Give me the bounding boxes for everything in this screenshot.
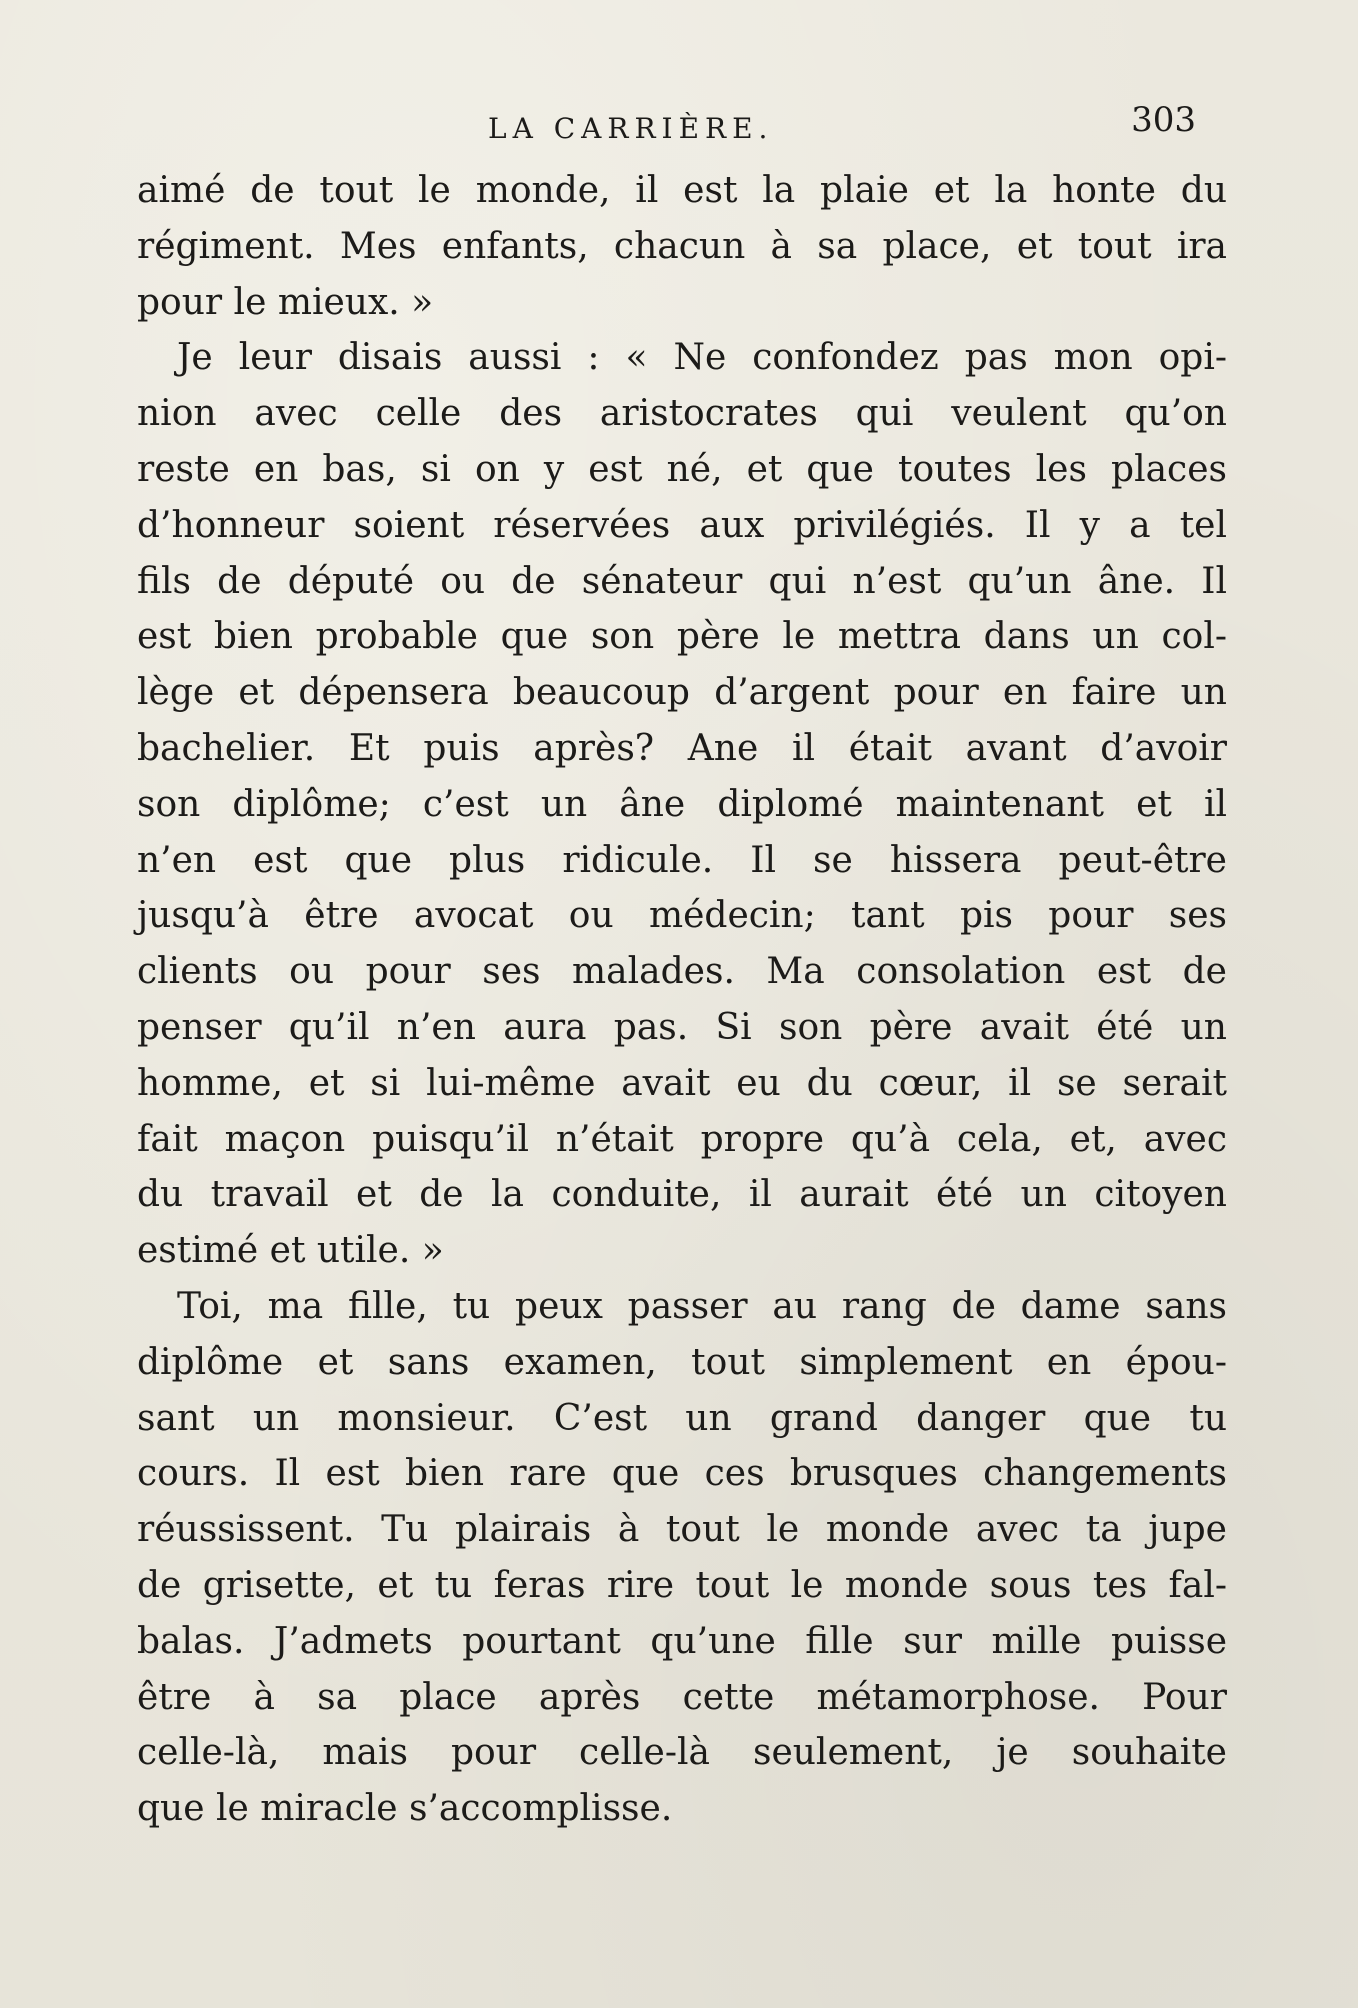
text-line: nion avec celle des aristocrates qui veulent qu’on bbox=[137, 393, 1227, 435]
running-title: LA CARRIÈRE. bbox=[488, 112, 774, 145]
text-line: d’honneur soient réservées aux privilégiés. Il y a tel bbox=[137, 504, 1227, 546]
text-line: réussissent. Tu plairais à tout le monde avec ta jupe bbox=[137, 1509, 1227, 1551]
page-header bbox=[138, 100, 1202, 150]
text-line: du travail et de la conduite, il aurait été un citoyen bbox=[137, 1174, 1227, 1216]
text-line: son diplôme; c’est un âne diplomé maintenant et il bbox=[137, 783, 1227, 825]
text-line: homme, et si lui-même avait eu du cœur, il se serait bbox=[137, 1062, 1227, 1104]
text-line: celle-là, mais pour celle-là seulement, je souhaite bbox=[137, 1732, 1227, 1774]
text-line: que le miracle s’accomplisse. bbox=[137, 1788, 673, 1830]
text-line: balas. J’admets pourtant qu’une fille sur mille puisse bbox=[137, 1620, 1227, 1662]
page-number: 303 bbox=[1131, 100, 1196, 140]
text-line: de grisette, et tu feras rire tout le monde sous tes fal- bbox=[137, 1564, 1227, 1606]
text-line: penser qu’il n’en aura pas. Si son père avait été un bbox=[137, 1006, 1227, 1048]
text-line: diplôme et sans examen, tout simplement en épou- bbox=[137, 1341, 1227, 1383]
text-line: n’en est que plus ridicule. Il se hissera peut-être bbox=[137, 839, 1227, 881]
text-line: fils de député ou de sénateur qui n’est qu’un âne. Il bbox=[137, 560, 1227, 602]
text-line: lège et dépensera beaucoup d’argent pour en faire un bbox=[137, 672, 1227, 714]
text-line: est bien probable que son père le mettra dans un col- bbox=[137, 616, 1227, 658]
text-line: Je leur disais aussi : « Ne confondez pas mon opi- bbox=[177, 337, 1227, 379]
text-line: pour le mieux. » bbox=[137, 281, 434, 323]
text-line: cours. Il est bien rare que ces brusques changements bbox=[137, 1453, 1227, 1495]
text-line: jusqu’à être avocat ou médecin; tant pis pour ses bbox=[137, 895, 1227, 937]
text-line: fait maçon puisqu’il n’était propre qu’à cela, et, avec bbox=[137, 1118, 1227, 1160]
text-line: reste en bas, si on y est né, et que toutes les places bbox=[137, 448, 1227, 490]
text-line: sant un monsieur. C’est un grand danger que tu bbox=[137, 1397, 1227, 1439]
text-line: clients ou pour ses malades. Ma consolation est de bbox=[137, 951, 1227, 993]
text-line: estimé et utile. » bbox=[137, 1230, 444, 1272]
text-line: régiment. Mes enfants, chacun à sa place, et tout ira bbox=[137, 225, 1227, 267]
body-text bbox=[137, 163, 1227, 1837]
text-line: Toi, ma fille, tu peux passer au rang de dame sans bbox=[177, 1285, 1227, 1327]
text-line: bachelier. Et puis après? Ane il était avant d’avoir bbox=[137, 727, 1227, 769]
text-line: être à sa place après cette métamorphose. Pour bbox=[137, 1676, 1227, 1718]
text-line: aimé de tout le monde, il est la plaie et la honte du bbox=[137, 170, 1227, 211]
